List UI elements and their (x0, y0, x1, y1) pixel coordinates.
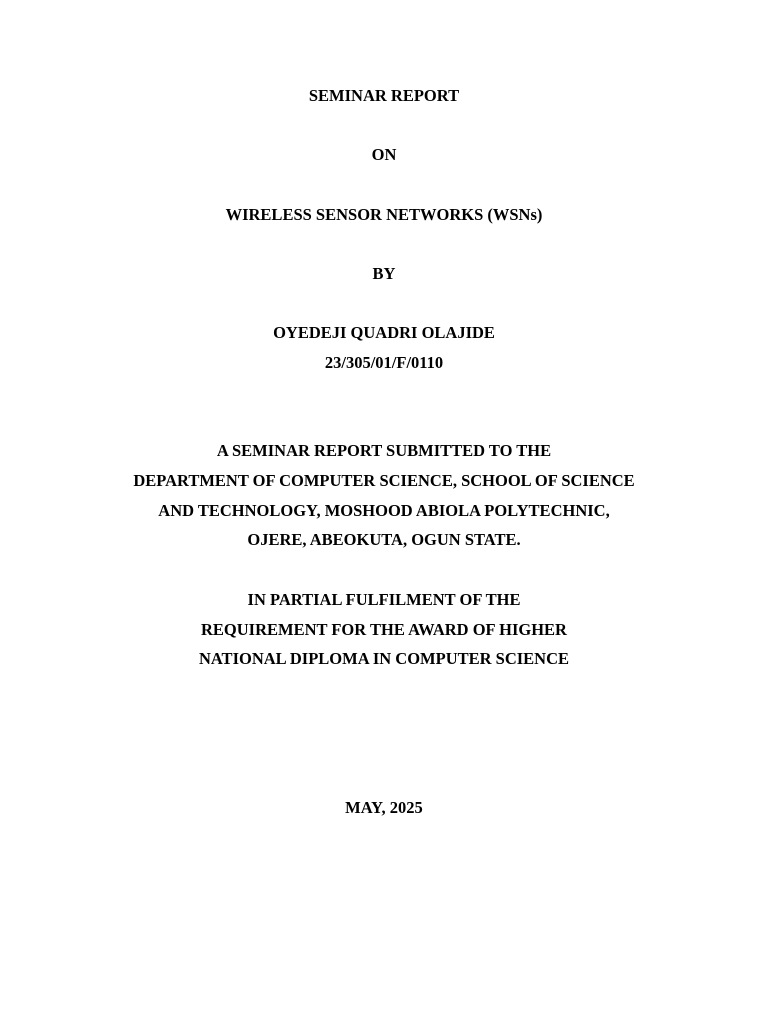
fulfilment-line: IN PARTIAL FULFILMENT OF THE (247, 590, 521, 609)
fulfilment-line: NATIONAL DIPLOMA IN COMPUTER SCIENCE (198, 649, 570, 668)
fulfilment-line: REQUIREMENT FOR THE AWARD OF HIGHER (201, 620, 567, 639)
submission-line: DEPARTMENT OF COMPUTER SCIENCE, SCHOOL OF SCIENCE (133, 471, 635, 490)
report-topic: WIRELESS SENSOR NETWORKS (WSNs) (225, 205, 543, 224)
submission-line: AND TECHNOLOGY, MOSHOOD ABIOLA POLYTECHNIC, (158, 501, 610, 520)
on-label: ON (371, 145, 397, 164)
matric-number: 23/305/01/F/0110 (324, 353, 444, 372)
author-name: OYEDEJI QUADRI OLAJIDE (273, 323, 495, 342)
by-label: BY (372, 264, 396, 283)
submission-line: A SEMINAR REPORT SUBMITTED TO THE (216, 441, 552, 460)
submission-date: MAY, 2025 (345, 798, 423, 817)
submission-line: OJERE, ABEOKUTA, OGUN STATE. (247, 530, 521, 549)
report-title: SEMINAR REPORT (308, 86, 460, 105)
